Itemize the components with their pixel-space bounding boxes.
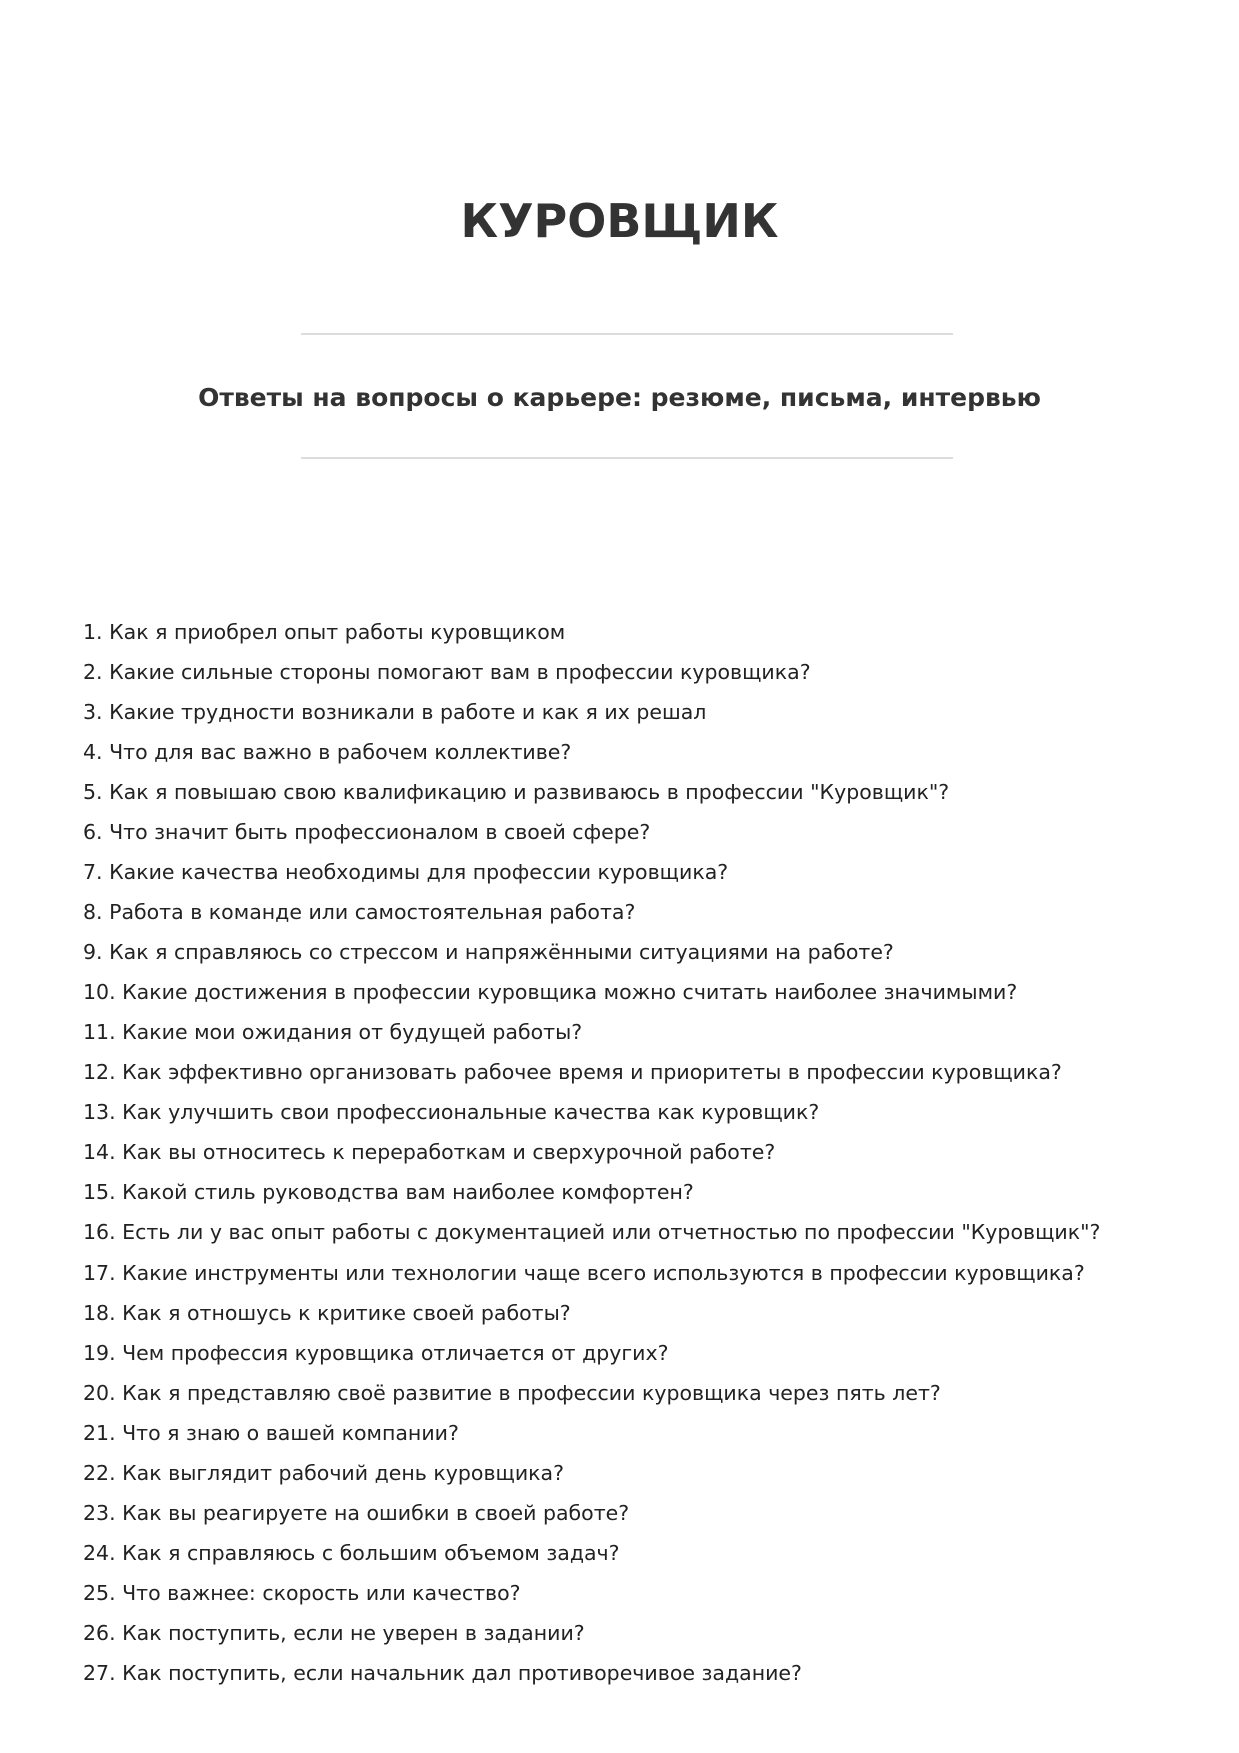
- question-item: 4. Что для вас важно в рабочем коллективе?: [83, 740, 572, 765]
- question-item: 10. Какие достижения в профессии куровщика можно считать наиболее значимыми?: [83, 980, 1018, 1005]
- question-item: 6. Что значит быть профессионалом в своей сфере?: [83, 820, 651, 845]
- question-item: 13. Как улучшить свои профессиональные качества как куровщик?: [83, 1100, 820, 1125]
- question-item: 2. Какие сильные стороны помогают вам в профессии куровщика?: [83, 660, 811, 685]
- page-subtitle: Ответы на вопросы о карьере: резюме, письма, интервью: [198, 383, 1041, 412]
- question-item: 7. Какие качества необходимы для профессии куровщика?: [83, 860, 729, 885]
- question-item: 5. Как я повышаю свою квалификацию и развиваюсь в профессии "Куровщик"?: [83, 780, 950, 805]
- question-item: 24. Как я справляюсь с большим объемом задач?: [83, 1540, 620, 1565]
- question-item: 18. Как я отношусь к критике своей работы?: [83, 1300, 571, 1325]
- question-item: 1. Как я приобрел опыт работы куровщиком: [83, 620, 566, 644]
- question-item: 17. Какие инструменты или технологии чаще всего используются в профессии куровщика?: [83, 1260, 1085, 1285]
- question-item: 16. Есть ли у вас опыт работы с документацией или отчетностью по профессии "Куровщик"?: [83, 1220, 1101, 1245]
- question-item: 22. Как выглядит рабочий день куровщика?: [83, 1460, 564, 1485]
- question-item: 21. Что я знаю о вашей компании?: [83, 1420, 459, 1445]
- divider-bottom: [301, 457, 953, 459]
- question-item: 15. Какой стиль руководства вам наиболее комфортен?: [83, 1180, 694, 1205]
- question-item: 25. Что важнее: скорость или качество?: [83, 1580, 521, 1605]
- question-list: [83, 612, 1100, 1693]
- question-item: 3. Какие трудности возникали в работе и как я их решал: [83, 700, 707, 725]
- question-item: 20. Как я представляю своё развитие в профессии куровщика через пять лет?: [83, 1380, 941, 1405]
- question-item: 14. Как вы относитесь к переработкам и сверхурочной работе?: [83, 1140, 776, 1165]
- question-item: 26. Как поступить, если не уверен в задании?: [83, 1620, 585, 1645]
- divider-top: [301, 333, 953, 335]
- question-item: 23. Как вы реагируете на ошибки в своей работе?: [83, 1500, 630, 1525]
- question-item: 11. Какие мои ожидания от будущей работы?: [83, 1020, 583, 1045]
- page-title: КУРОВЩИК: [460, 194, 779, 248]
- question-item: 9. Как я справляюсь со стрессом и напряжёнными ситуациями на работе?: [83, 940, 894, 965]
- question-item: 19. Чем профессия куровщика отличается от других?: [83, 1340, 669, 1365]
- question-item: 8. Работа в команде или самостоятельная работа?: [83, 900, 636, 925]
- question-item: 12. Как эффективно организовать рабочее время и приоритеты в профессии куровщика?: [83, 1060, 1062, 1085]
- question-item: 27. Как поступить, если начальник дал противоречивое задание?: [83, 1660, 802, 1685]
